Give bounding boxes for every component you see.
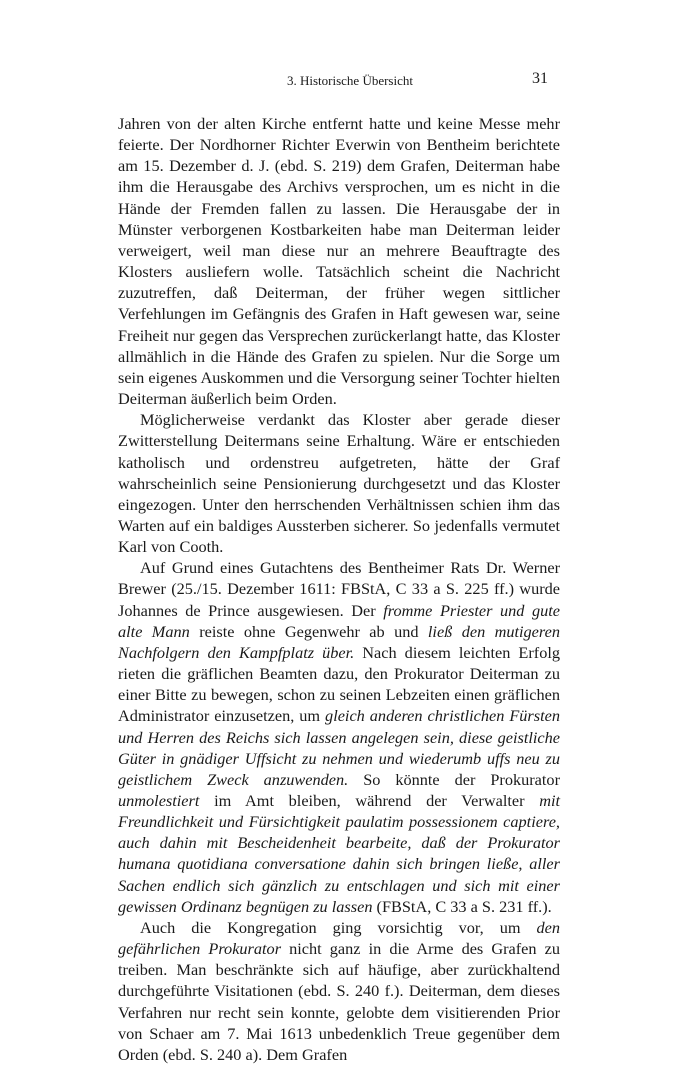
running-title: 3. Historische Übersicht bbox=[286, 73, 413, 88]
running-head bbox=[0, 70, 700, 94]
text-run: Jahren von der alten Kirche entfernt hatte und keine Messe mehr feierte. Der Nordhorner Richter Everwin von Bentheim berichtete am 15. Dezember d. J. (ebd. S. 219) dem Grafen, Deiterman habe ihm die Herausgabe des Archivs versprochen, um es nicht in die Hände der Fremden fallen zu lassen. Die Herausgabe der in Münster verborgenen Kostbarkeiten habe man Deiterman leider verweigert, weil man diese nur an mehrere Beauftragte des Klosters ausliefern wolle. Tatsächlich scheint die Nachricht zuzutreffen, daß Deiterman, der früher wegen sittlicher Verfehlungen im Gefängnis des Grafen in Haft gewesen war, seine Freiheit nur gegen das Versprechen zurückerlangt hatte, das Kloster allmählich in die Hände des Grafen zu spielen. Nur die Sorge um sein eigenes Auskommen und die Versorgung seiner Tochter hielten Deiterman äußerlich beim Orden. bbox=[118, 114, 560, 409]
text-run: Möglicherweise verdankt das Kloster aber gerade dieser Zwitterstellung Deitermans seine Erhaltung. Wäre er entschieden katholisch und ordenstreu aufgetreten, hätte der Graf wahrscheinlich seine Pensionierung durchgesetzt und das Kloster eingezogen. Unter den herrschenden Verhältnissen schien ihm das Warten auf ein baldiges Aussterben sicherer. So jedenfalls vermutet Karl von Cooth. bbox=[118, 410, 560, 557]
text-run: (FBStA, C 33 a S. 231 ff.). bbox=[372, 896, 552, 916]
body-text bbox=[118, 113, 560, 1065]
text-run: reiste ohne Gegenwehr ab und bbox=[189, 621, 428, 641]
italic-quote: gleich anderen christlichen Fürsten und Herren des Reichs sich lassen angelegen sein, diese geistliche Güter in gnädiger Uffsicht zu nehmen und wiederumb uffs neu zu geistlichem Zweck anzuwenden. bbox=[118, 706, 560, 789]
text-run: Nach diesem leichten Erfolg rieten die gräflichen Beamten dazu, den Prokurator Deiterman zu einer Bitte zu bewegen, schon zu seinen Lebzeiten einen gräflichen Administrator einzusetzen, um bbox=[118, 642, 561, 726]
italic-quote: ließ den mutigeren Nachfolgern den Kampfplatz über. bbox=[118, 621, 561, 662]
paragraph bbox=[118, 409, 560, 557]
italic-quote: mit Freundlichkeit und Fürsichtigkeit paulatim possessionem captiere, auch dahin mit Bescheidenheit bearbeite, daß der Prokurator humana quotidiana conversatione dahin sich bringen ließe, aller Sachen endlich sich gänzlich zu entschlagen und sich mit einer gewissen Ordinanz begnügen zu lassen bbox=[118, 791, 560, 916]
text-run: So könnte der Prokurator bbox=[348, 769, 560, 789]
paragraph bbox=[118, 557, 560, 917]
text-run: im Amt bleiben, während der Verwalter bbox=[199, 791, 540, 810]
text-run: Auf Grund eines Gutachtens des Bentheimer Rats Dr. Werner Brewer (25./15. Dezember 1611: FBStA, C 33 a S. 225 ff.) wurde Johannes de Prince ausgewiesen. Der bbox=[118, 558, 560, 620]
text-run: nicht ganz in die Arme des Grafen zu treiben. Man beschränkte sich auf häufige, aber zurückhaltend durchgeführte Visitationen (ebd. S. 240 f.). Deiterman, dem dieses Verfahren nur recht sein konnte, gelobte dem visitierenden Prior von Schaer am 7. Mai 1613 unbedenklich Treue gegenüber dem Orden (ebd. S. 240 a). Dem Grafen bbox=[118, 939, 560, 1064]
text-run: Auch die Kongregation ging vorsichtig vor, um bbox=[140, 917, 537, 937]
italic-quote: fromme Priester und gute alte Mann bbox=[118, 600, 560, 641]
italic-quote: unmolestiert bbox=[118, 791, 200, 810]
page-number: 31 bbox=[532, 70, 548, 87]
paragraph bbox=[118, 113, 560, 409]
paragraph bbox=[118, 917, 560, 1065]
italic-quote: den gefährlichen Prokurator bbox=[118, 917, 560, 959]
